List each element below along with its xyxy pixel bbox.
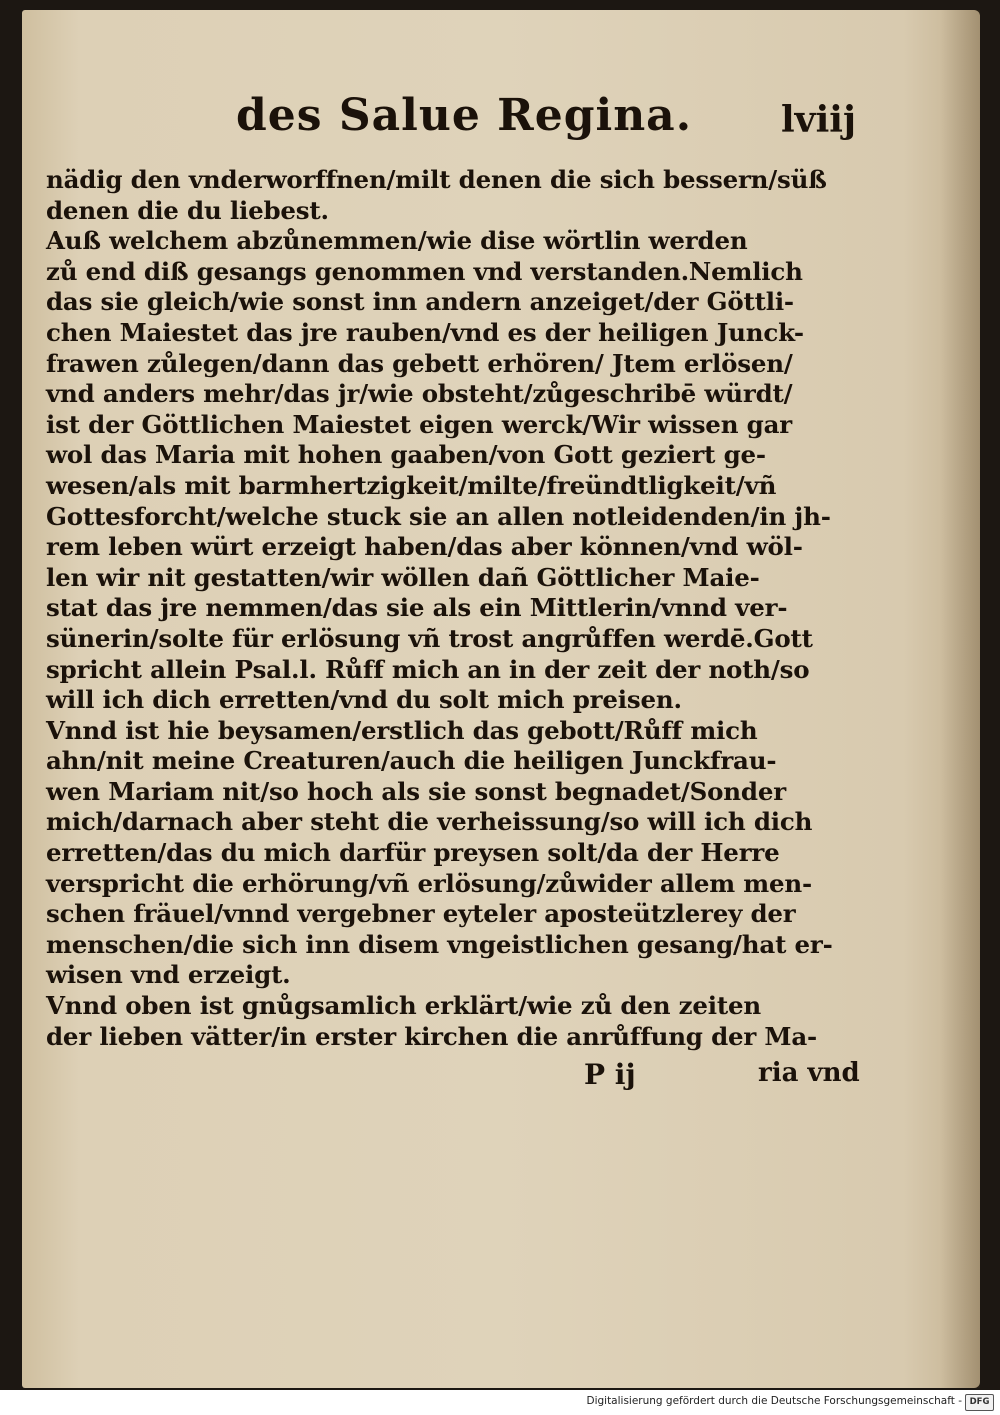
text-line: erretten/das du mich darfür preysen solt/da der Herre: [46, 838, 780, 868]
text-line: len wir nit gestatten/wir wöllen dañ Göttlicher Maie-: [46, 562, 760, 592]
dfg-logo: DFG: [965, 1394, 994, 1411]
text-line: ahn/nit meine Creaturen/auch die heiligen Junckfrau-: [46, 746, 777, 776]
text-line: vnd anders mehr/das jr/wie obsteht/zůgeschribē würdt/: [46, 379, 793, 409]
footer: [0, 1390, 1000, 1415]
text-line: nädig den vnderworffnen/milt denen die sich bessern/süß: [46, 165, 827, 194]
text-line: wol das Maria mit hohen gaaben/von Gott geziert ge-: [46, 440, 766, 470]
text-line: will ich dich erretten/vnd du solt mich preisen.: [46, 685, 682, 715]
text-line: chen Maiestet das jre rauben/vnd es der heiligen Junck-: [46, 317, 804, 347]
text-line: zů end diß gesangs genommen vnd verstanden.Nemlich: [46, 256, 803, 286]
text-line: ist der Göttlichen Maiestet eigen werck/Wir wissen gar: [46, 409, 792, 439]
text-line: wesen/als mit barmhertzigkeit/milte/freündtligkeit/vñ: [46, 470, 777, 500]
text-line: mich/darnach aber steht die verheissung/so will ich dich: [46, 807, 813, 837]
page-edge-shadow: [940, 10, 980, 1388]
page-header: [46, 85, 856, 165]
text-line: schen fräuel/vnnd vergebner eyteler aposteützlerey der: [46, 899, 796, 929]
text-line: spricht allein Psal.l. Růff mich an in der zeit der noth/so: [46, 654, 810, 684]
book-page: [22, 10, 980, 1388]
text-line: der lieben vätter/in erster kirchen die anrůffung der Ma-: [46, 1021, 817, 1051]
catch-row: [46, 1058, 860, 1098]
folio-number: lviij: [781, 99, 856, 141]
catchword: ria vnd: [758, 1058, 860, 1089]
text-line: stat das jre nemmen/das sie als ein Mittlerin/vnnd ver-: [46, 593, 788, 623]
body-text: [46, 165, 846, 1052]
text-line: Vnnd oben ist gnůgsamlich erklärt/wie zů den zeiten: [46, 991, 761, 1021]
text-line: verspricht die erhörung/vñ erlösung/zůwider allem men-: [46, 868, 812, 898]
text-line: frawen zůlegen/dann das gebett erhören/ Jtem erlösen/: [46, 348, 793, 378]
text-line: Auß welchem abzůnemmen/wie dise wörtlin werden: [46, 226, 748, 256]
signature-mark: P ij: [584, 1058, 636, 1092]
text-line: Vnnd ist hie beysamen/erstlich das gebott/Růff mich: [46, 715, 758, 745]
text-line: das sie gleich/wie sonst inn andern anzeiget/der Göttli-: [46, 287, 794, 317]
text-block: [46, 85, 860, 1098]
text-line: wen Mariam nit/so hoch als sie sonst begnadet/Sonder: [46, 776, 786, 806]
text-line: denen die du liebest.: [46, 195, 329, 225]
footer-credit: Digitalisierung gefördert durch die Deutsche Forschungsgemeinschaft -: [586, 1395, 962, 1407]
text-line: wisen vnd erzeigt.: [46, 960, 291, 990]
text-line: rem leben würt erzeigt haben/das aber können/vnd wöl-: [46, 532, 803, 562]
text-line: sünerin/solte für erlösung vñ trost angrůffen werdē.Gott: [46, 623, 813, 653]
text-line: Gottesforcht/welche stuck sie an allen notleidenden/in jh-: [46, 501, 831, 531]
running-title: des Salue Regina.: [236, 90, 693, 141]
text-line: menschen/die sich inn disem vngeistlichen gesang/hat er-: [46, 929, 833, 959]
